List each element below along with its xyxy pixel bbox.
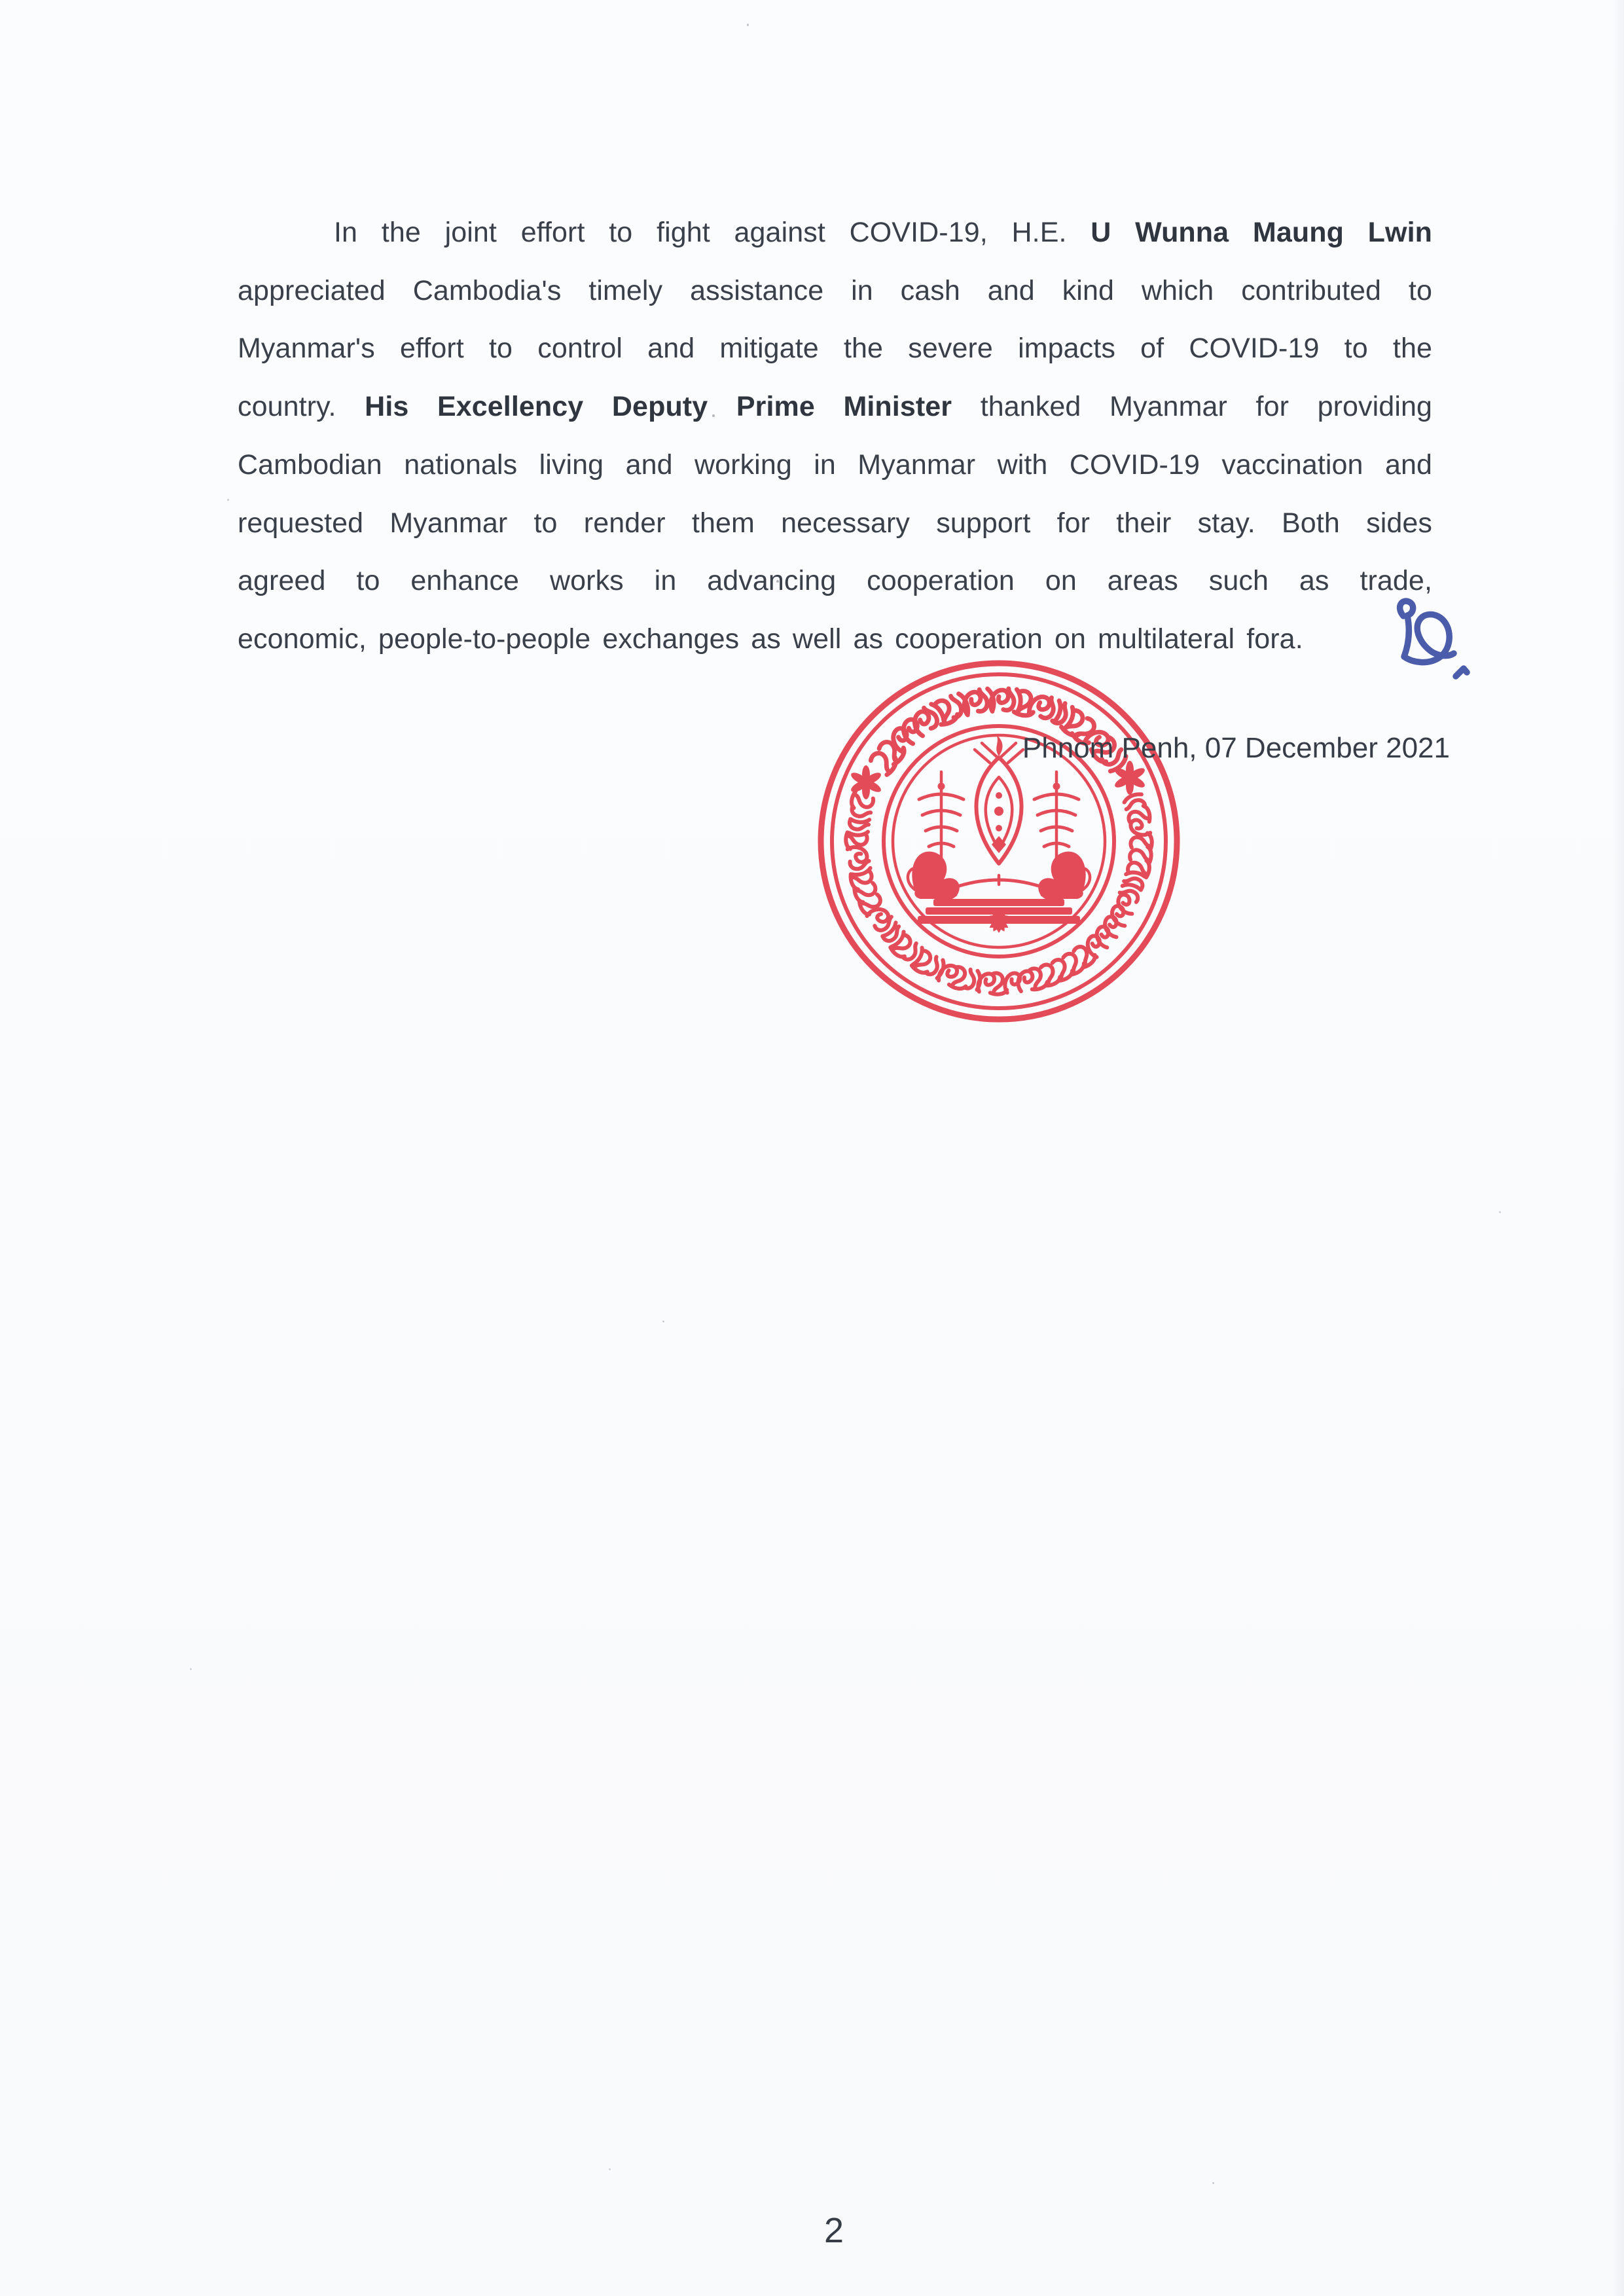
scan-speckle	[190, 1668, 192, 1670]
initial-loop	[1400, 601, 1454, 662]
line-text-bold: His Excellency Deputy Prime Minister	[365, 391, 952, 423]
handwritten-initial-mark	[1386, 592, 1485, 701]
paragraph-line	[238, 552, 1432, 610]
dateline: Phnom Penh, 07 December 2021	[1022, 732, 1450, 764]
line-text: economic, people-to-people exchanges as well as cooperation on multilateral fora.	[238, 623, 1303, 655]
line-text: requested Myanmar to render them necessary support for their stay. Both sides	[238, 507, 1432, 539]
scan-speckle	[609, 2168, 611, 2170]
paragraph-line	[238, 262, 1432, 320]
line-text-bold: U Wunna Maung Lwin	[1091, 217, 1432, 248]
line-text: agreed to enhance works in advancing cooperation on areas such as trade,	[238, 565, 1432, 597]
line-text: In the joint effort to fight against COVID-19, H.E.	[334, 217, 1091, 248]
cambodia-royal-seal-stamp	[803, 645, 1195, 1038]
scan-speckle	[747, 24, 749, 26]
line-text: country.	[238, 391, 365, 423]
scan-speckle	[227, 499, 229, 501]
line-text: Myanmar's effort to control and mitigate the severe impacts of COVID-19 to the	[238, 333, 1432, 365]
paragraph-line	[238, 436, 1432, 494]
page-number: 2	[823, 2211, 844, 2250]
line-text: Cambodian nationals living and working in Myanmar with COVID-19 vaccination and	[238, 448, 1432, 481]
paragraph-line	[238, 378, 1432, 436]
scan-speckle	[1212, 2182, 1214, 2184]
scan-speckle	[1499, 1211, 1501, 1213]
initial-tick	[1456, 668, 1467, 676]
scan-speckle	[662, 1321, 664, 1322]
paragraph-line	[238, 319, 1432, 378]
body-paragraph	[238, 204, 1432, 668]
line-text: appreciated Cambodia's timely assistance in cash and kind which contributed to	[238, 274, 1432, 306]
paragraph-line	[238, 204, 1432, 262]
paragraph-line	[238, 494, 1432, 553]
line-text: thanked Myanmar for providing	[952, 391, 1432, 423]
